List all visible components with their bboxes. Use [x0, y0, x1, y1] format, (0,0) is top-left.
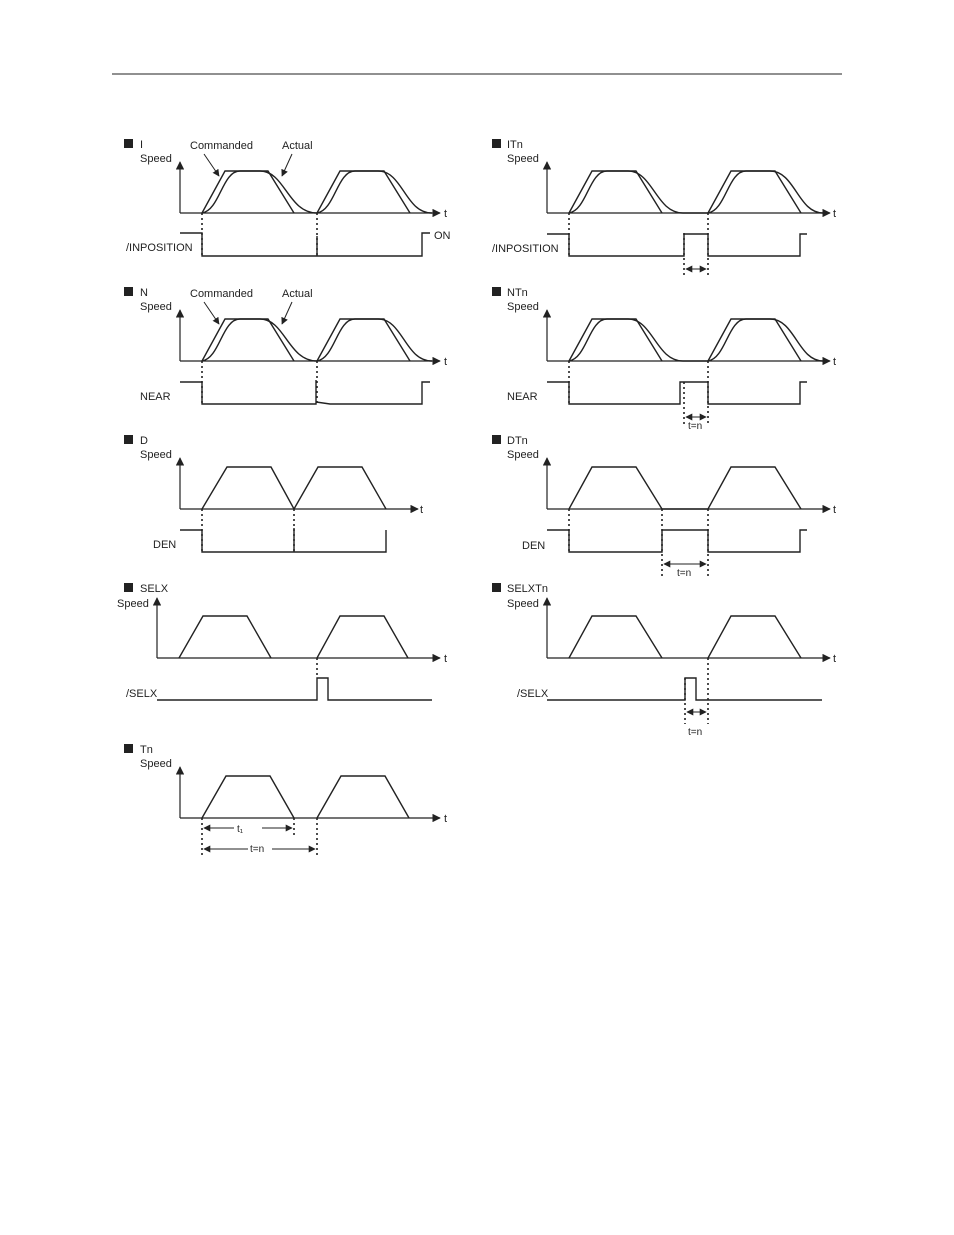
- diagram-title: ITn: [507, 139, 523, 151]
- diagram-i: [124, 139, 451, 256]
- bullet-square: [492, 287, 501, 296]
- speed-profile: [179, 616, 271, 658]
- bullet-square: [124, 744, 133, 753]
- diagram-n: [124, 287, 447, 404]
- den-signal: [180, 528, 386, 552]
- speed-label: Speed: [507, 598, 539, 610]
- speed-profile: [202, 776, 294, 818]
- commanded-label: Commanded: [190, 140, 253, 152]
- bullet-square: [124, 583, 133, 592]
- speed-profile: [202, 467, 386, 509]
- diagram-title: D: [140, 435, 148, 447]
- actual-pointer: [282, 302, 292, 324]
- diagram-d: [124, 435, 423, 552]
- speed-profile: [708, 616, 801, 658]
- diagram-dtn: [492, 435, 836, 579]
- time-label: t: [833, 653, 837, 665]
- speed-label: Speed: [507, 153, 539, 165]
- actual-label: Actual: [282, 140, 313, 152]
- diagram-title: SELXTn: [507, 583, 548, 595]
- bullet-square: [124, 435, 133, 444]
- bullet-square: [124, 139, 133, 148]
- time-label: t: [833, 208, 837, 220]
- speed-label: Speed: [140, 449, 172, 461]
- signal-label: DEN: [153, 539, 177, 551]
- interval-label: t=n: [688, 727, 703, 738]
- time-label: t: [444, 653, 448, 665]
- speed-profile: [569, 616, 662, 658]
- commanded-profile: [202, 319, 294, 361]
- time-label: t: [833, 356, 837, 368]
- speed-profile: [317, 776, 409, 818]
- diagram-selx: [117, 583, 447, 700]
- interval-label: t=n: [688, 421, 703, 432]
- speed-label: Speed: [117, 598, 149, 610]
- inposition-signal: [180, 233, 430, 256]
- speed-label: Speed: [140, 301, 172, 313]
- time-label: t: [444, 356, 448, 368]
- commanded-profile: [317, 319, 410, 361]
- commanded-pointer: [204, 302, 219, 324]
- commanded-pointer: [204, 154, 219, 176]
- speed-profile: [317, 616, 408, 658]
- commanded-profile: [569, 319, 662, 361]
- diagram-title: I: [140, 139, 144, 151]
- diagram-itn: [492, 139, 836, 276]
- diagram-title: N: [140, 287, 148, 299]
- diagram-tn: [124, 744, 447, 858]
- selx-signal: [157, 678, 432, 700]
- actual-pointer: [282, 154, 292, 176]
- bullet-square: [492, 435, 501, 444]
- signal-label: /SELX: [517, 688, 549, 700]
- diagram-ntn: [492, 287, 836, 432]
- bullet-square: [124, 287, 133, 296]
- commanded-profile: [202, 171, 294, 213]
- signal-label: /SELX: [126, 688, 158, 700]
- time-label: t: [420, 504, 424, 516]
- inposition-signal: [547, 234, 807, 256]
- time-label: t: [833, 504, 837, 516]
- actual-profile: [569, 319, 823, 361]
- diagram-title: SELX: [140, 583, 169, 595]
- commanded-label: Commanded: [190, 288, 253, 300]
- signal-label: DEN: [522, 540, 546, 552]
- near-signal: [180, 380, 430, 404]
- actual-label: Actual: [282, 288, 313, 300]
- commanded-profile: [317, 171, 410, 213]
- tn-label: t=n: [250, 844, 265, 855]
- selx-signal: [547, 678, 822, 700]
- signal-label: /INPOSITION: [492, 243, 559, 255]
- near-signal: [547, 382, 807, 404]
- interval-label: t=n: [677, 568, 692, 579]
- actual-profile: [569, 171, 823, 213]
- diagram-selxtn: [492, 583, 836, 738]
- speed-label: Speed: [140, 153, 172, 165]
- signal-label: NEAR: [140, 391, 171, 403]
- bullet-square: [492, 583, 501, 592]
- speed-profile: [569, 467, 801, 509]
- speed-label: Speed: [507, 301, 539, 313]
- t1-label: t₁: [237, 824, 244, 835]
- commanded-profile: [569, 171, 662, 213]
- on-label: ON: [434, 230, 451, 242]
- commanded-profile: [708, 171, 801, 213]
- time-label: t: [444, 813, 448, 825]
- den-signal: [547, 530, 807, 552]
- bullet-square: [492, 139, 501, 148]
- speed-label: Speed: [140, 758, 172, 770]
- time-label: t: [444, 208, 448, 220]
- diagram-title: NTn: [507, 287, 528, 299]
- diagram-title: DTn: [507, 435, 528, 447]
- diagram-title: Tn: [140, 744, 153, 756]
- commanded-profile: [708, 319, 801, 361]
- speed-label: Speed: [507, 449, 539, 461]
- signal-label: NEAR: [507, 391, 538, 403]
- signal-label: /INPOSITION: [126, 242, 193, 254]
